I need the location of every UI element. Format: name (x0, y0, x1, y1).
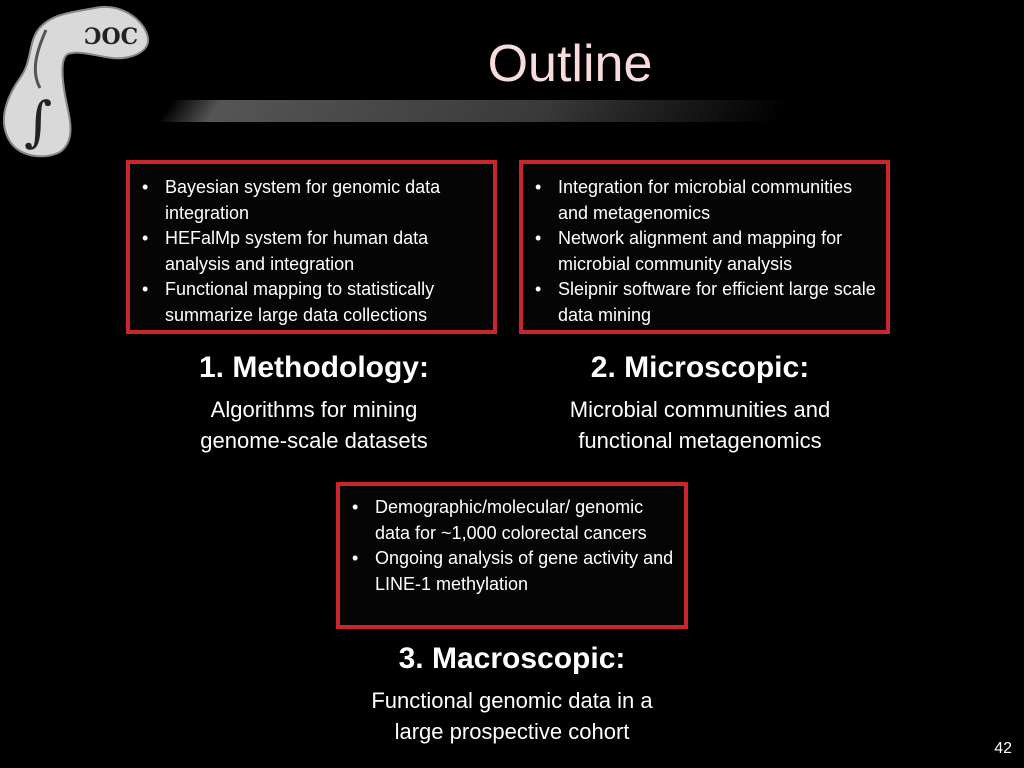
list-item: • Ongoing analysis of gene activity and LINE-1 methylation (352, 548, 674, 594)
page-number: 42 (994, 740, 1012, 757)
list-item: • Bayesian system for genomic data integration (142, 177, 441, 223)
macroscopic-bullet-list (350, 495, 678, 597)
methodology-subtitle: Algorithms for mining genome-scale datasets (200, 397, 428, 453)
svg-text:∫: ∫ (24, 90, 53, 153)
macroscopic-box (336, 482, 688, 629)
logo-text: ƆOC (84, 24, 139, 50)
list-item: • Network alignment and mapping for microbial community analysis (535, 228, 843, 274)
title-underline-bar (157, 100, 792, 122)
macroscopic-heading: 3. Macroscopic: (398, 642, 626, 675)
list-item: • Integration for microbial communities and metagenomics (535, 177, 853, 223)
microscopic-heading: 2. Microscopic: (590, 351, 810, 384)
list-item: • Functional mapping to statistically summarize large data collections (142, 279, 435, 325)
methodology-box (126, 160, 497, 334)
microscopic-bullet-list (533, 175, 880, 328)
macroscopic-subtitle: Functional genomic data in a large prospective cohort (371, 688, 653, 744)
lab-logo (0, 0, 150, 160)
methodology-heading: 1. Methodology: (199, 351, 429, 384)
slide-title: Outline (487, 35, 653, 93)
microscopic-box (519, 160, 890, 334)
microscopic-subtitle: Microbial communities and functional metagenomics (569, 397, 831, 453)
list-item: • Sleipnir software for efficient large scale data mining (535, 279, 876, 325)
methodology-bullet-list (140, 175, 485, 328)
list-item: • Demographic/molecular/ genomic data for ~1,000 colorectal cancers (352, 497, 647, 543)
list-item: • HEFalMp system for human data analysis and integration (142, 228, 429, 274)
